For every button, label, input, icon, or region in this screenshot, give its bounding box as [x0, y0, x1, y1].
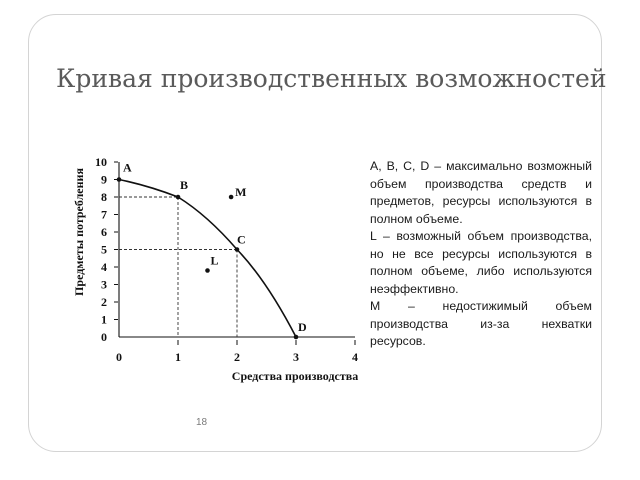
- point-d: [294, 335, 299, 340]
- y-tick-label: 10: [95, 155, 107, 169]
- y-tick-label: 5: [101, 242, 107, 257]
- y-tick-label: 8: [101, 190, 107, 204]
- point-label-b: B: [180, 178, 189, 192]
- y-tick-label: 0: [101, 330, 107, 344]
- y-tick-label: 7: [101, 207, 107, 222]
- x-tick-label: 2: [234, 350, 240, 364]
- point-label-l: L: [210, 253, 219, 268]
- point-label-d: D: [298, 320, 307, 334]
- x-tick-label: 3: [293, 350, 299, 364]
- point-label-a: A: [123, 160, 132, 175]
- description-abcd: A, B, C, D – максимально возможный объем производства средств и предметов, ресурсы используются в полном объеме.: [370, 159, 592, 226]
- point-l: [205, 268, 210, 273]
- y-tick-label: 9: [101, 172, 107, 187]
- y-tick-label: 1: [101, 312, 107, 327]
- y-tick-label: 3: [101, 277, 107, 292]
- point-b: [176, 195, 181, 200]
- x-tick-label: 0: [116, 350, 122, 364]
- x-tick-label: 4: [352, 350, 358, 364]
- x-axis-title: Средства производства: [231, 369, 359, 383]
- point-label-c: C: [237, 232, 246, 247]
- point-c: [235, 247, 240, 252]
- y-axis-title: Предметы потребления: [72, 168, 86, 296]
- description-panel: [370, 158, 592, 351]
- page-number: 18: [196, 417, 208, 428]
- x-tick-label: 1: [175, 350, 181, 364]
- y-tick-label: 4: [101, 260, 107, 274]
- description-m: M – недостижимый объем производства из-за нехватки ресурсов.: [370, 299, 592, 348]
- ppf-curve: [119, 180, 296, 338]
- description-l: L – возможный объем производства, но не все ресурсы используются в полном объеме, либо используются неэффективно.: [370, 229, 592, 296]
- y-tick-label: 6: [101, 225, 107, 239]
- chart-ticks: [95, 155, 358, 364]
- ppf-chart: [70, 150, 370, 390]
- point-m: [229, 195, 234, 200]
- y-tick-label: 2: [101, 295, 107, 309]
- point-label-m: M: [235, 185, 247, 199]
- chart-guides: [119, 197, 237, 337]
- slide-title: Кривая производственных возможностей: [56, 64, 607, 93]
